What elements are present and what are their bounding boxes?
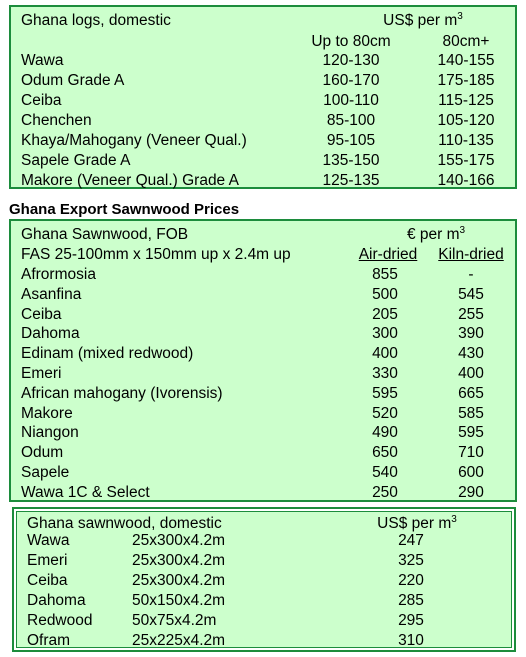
- price-80cm-plus: 140-166: [437, 172, 495, 189]
- species-name: Wawa 1C & Select: [21, 483, 150, 501]
- price-usd: 247: [398, 532, 424, 549]
- price-80cm-plus: 175-185: [437, 72, 495, 89]
- price-kiln-dried: 585: [458, 404, 484, 422]
- species-name: Odum: [21, 444, 64, 462]
- price-up-to-80cm: 160-170: [322, 72, 380, 89]
- logs-unit-text: US$ per m: [383, 12, 458, 29]
- price-air-dried: 595: [372, 384, 398, 402]
- species-name: Makore: [21, 404, 73, 422]
- domestic-title: Ghana sawnwood, domestic: [27, 515, 222, 532]
- price-air-dried: 540: [372, 464, 398, 481]
- price-kiln-dried: 290: [458, 483, 484, 501]
- species-name: Makore (Veneer Qual.) Grade A: [21, 172, 239, 189]
- price-80cm-plus: 110-135: [438, 132, 494, 149]
- dimensions: 25x225x4.2m: [132, 632, 226, 649]
- export-unit-sup: 3: [459, 224, 466, 236]
- species-name: Afrormosia: [21, 266, 96, 283]
- price-air-dried: 205: [372, 305, 398, 323]
- price-air-dried: 855: [372, 266, 398, 283]
- dimensions: 25x300x4.2m: [132, 532, 226, 549]
- price-usd: 285: [398, 592, 424, 609]
- price-80cm-plus: 155-175: [437, 152, 495, 169]
- price-kiln-dried: 600: [458, 464, 484, 481]
- species-name: Edinam (mixed redwood): [21, 345, 194, 363]
- species-name: Dahoma: [21, 325, 80, 343]
- export-heading: Ghana Export Sawnwood Prices: [9, 201, 240, 218]
- price-80cm-plus: 105-120: [437, 112, 495, 129]
- logs-unit: [383, 11, 463, 30]
- dimensions: 25x300x4.2m: [132, 552, 226, 569]
- price-up-to-80cm: 95-105: [326, 132, 376, 149]
- species-name: Asanfina: [21, 285, 82, 303]
- price-air-dried: 330: [372, 365, 398, 382]
- export-spec: FAS 25-100mm x 150mm up x 2.4m up: [21, 246, 291, 263]
- price-usd: 325: [398, 552, 424, 569]
- species-name: Wawa: [27, 532, 70, 549]
- price-up-to-80cm: 125-135: [322, 172, 380, 189]
- price-usd: 310: [398, 632, 424, 649]
- species-name: Khaya/Mahogany (Veneer Qual.): [21, 132, 247, 149]
- species-name: Niangon: [21, 424, 79, 442]
- species-name: Ofram: [27, 632, 71, 649]
- logs-table: [9, 5, 517, 189]
- species-name: Chenchen: [21, 112, 92, 129]
- species-name: Ceiba: [21, 92, 62, 109]
- domestic-table: [12, 507, 516, 652]
- export-col1-header: Air-dried: [358, 246, 418, 263]
- price-kiln-dried: 430: [458, 345, 484, 363]
- price-kiln-dried: 255: [458, 305, 484, 323]
- domestic-unit-text: US$ per m: [377, 515, 452, 532]
- export-unit-text: € per m: [406, 226, 460, 243]
- species-name: African mahogany (Ivorensis): [21, 384, 223, 402]
- logs-col1-header: Up to 80cm: [311, 33, 391, 50]
- species-name: Wawa: [21, 52, 64, 69]
- species-name: Dahoma: [27, 592, 86, 609]
- dimensions: 50x150x4.2m: [132, 592, 226, 609]
- price-air-dried: 520: [372, 404, 398, 422]
- species-name: Sapele Grade A: [21, 152, 131, 169]
- logs-title: Ghana logs, domestic: [21, 12, 171, 29]
- price-kiln-dried: 400: [458, 365, 484, 382]
- export-unit: [407, 225, 465, 244]
- price-up-to-80cm: 120-130: [322, 52, 380, 69]
- price-air-dried: 650: [372, 444, 398, 462]
- price-air-dried: 250: [372, 483, 398, 501]
- price-kiln-dried: 710: [458, 444, 484, 462]
- price-80cm-plus: 115-125: [438, 92, 494, 109]
- price-air-dried: 400: [372, 345, 398, 363]
- export-col2-header: Kiln-dried: [438, 246, 504, 263]
- species-name: Emeri: [21, 365, 62, 382]
- dimensions: 25x300x4.2m: [132, 572, 226, 589]
- dimensions: 50x75x4.2m: [132, 612, 217, 629]
- price-air-dried: 500: [372, 285, 398, 303]
- logs-col2-header: 80cm+: [442, 33, 490, 50]
- export-table: [9, 219, 517, 502]
- species-name: Ceiba: [27, 572, 68, 589]
- price-air-dried: 300: [372, 325, 398, 343]
- price-80cm-plus: 140-155: [437, 52, 495, 69]
- price-usd: 220: [398, 572, 424, 589]
- price-up-to-80cm: 135-150: [322, 152, 380, 169]
- species-name: Redwood: [27, 612, 93, 629]
- price-up-to-80cm: 100-110: [323, 92, 379, 109]
- logs-unit-sup: 3: [457, 10, 463, 22]
- price-air-dried: 490: [372, 424, 398, 442]
- species-name: Emeri: [27, 552, 68, 569]
- price-up-to-80cm: 85-100: [326, 112, 376, 129]
- price-kiln-dried: 545: [458, 285, 484, 303]
- export-title: Ghana Sawnwood, FOB: [21, 226, 189, 243]
- price-kiln-dried: 665: [458, 384, 484, 402]
- domestic-unit-sup: 3: [451, 513, 457, 525]
- species-name: Sapele: [21, 464, 70, 481]
- price-kiln-dried: 390: [458, 325, 484, 343]
- species-name: Ceiba: [21, 305, 62, 323]
- price-usd: 295: [398, 612, 424, 629]
- price-kiln-dried: 595: [458, 424, 484, 442]
- price-kiln-dried: -: [468, 266, 474, 283]
- species-name: Odum Grade A: [21, 72, 125, 89]
